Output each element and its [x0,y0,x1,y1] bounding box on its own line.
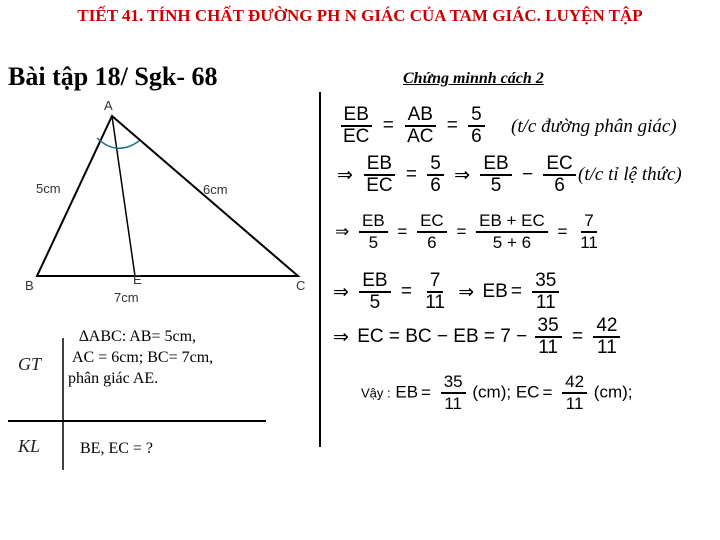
proof-step-3: ⇒ $\frac{EB}{5}$ = $\frac{EC}{6}$ = $\frac{EB + EC}{5 + 6}$ = $\frac{7}{11}$ [335,211,598,252]
proof-method-label: Chứng minnh cách 2 [403,70,544,87]
proof-step-5: ⇒ EC = BC − EB = 7 − $\frac{35}{11}$ = $\frac{42}{11}$ [330,316,622,358]
given-line-2: AC = 6cm; BC= 7cm, [72,349,214,366]
point-e-label: E [133,272,142,287]
conclusion-text: BE, EC = ? [80,440,154,457]
kl-label: KL [18,436,41,456]
vertex-b-label: B [25,278,34,293]
vertex-c-label: C [296,278,306,293]
proof-step-4: ⇒ $\frac{EB}{5}$ = $\frac{7}{11}$ ⇒ EB = $\frac{35}{11}$ [330,271,561,313]
fraction-eb-ec: $\frac{EB}{EC}$ [340,105,372,147]
proof-step-1: $\frac{EB}{EC}$ = $\frac{AB}{AC}$ = $\frac{5}{6}$ [338,105,487,147]
given-text [68,326,213,389]
side-ab-length: 5cm [36,181,61,196]
fraction-5-6: $\frac{5}{6}$ [468,105,485,147]
lesson-title: TIẾT 41. TÍNH CHẤT ĐƯỜNG PH N GIÁC CỦA TAM GIÁC. LUYỆN TẬP [77,6,643,25]
vertex-a-label: A [104,98,113,113]
angle-arc [97,138,139,148]
triangle-abc [37,116,298,276]
bisector-ae [112,116,135,276]
proof-conclusion: Vậy : EB = $\frac{35}{11}$ (cm); EC = $\frac{42}{11}$ (cm); [361,372,633,413]
side-ac-length: 6cm [203,182,228,197]
note-bisector-property: (t/c đường phân giác) [511,116,677,137]
exercise-heading: Bài tập 18/ Sgk- 68 [8,62,218,91]
given-line-1: ∆ABC: AB= 5cm, [79,328,197,345]
side-bc-length: 7cm [114,290,139,305]
given-line-3: phân giác AE. [68,370,159,387]
proof-step-2: ⇒ $\frac{EB}{EC}$ = $\frac{5}{6}$ ⇒ $\frac{EB}{5}$ − $\frac{EC}{6}$ [334,154,578,196]
gt-label: GT [18,354,42,374]
note-proportion-property: (t/c tỉ lệ thức) [578,164,682,185]
fraction-ab-ac: $\frac{AB}{AC}$ [404,105,436,147]
